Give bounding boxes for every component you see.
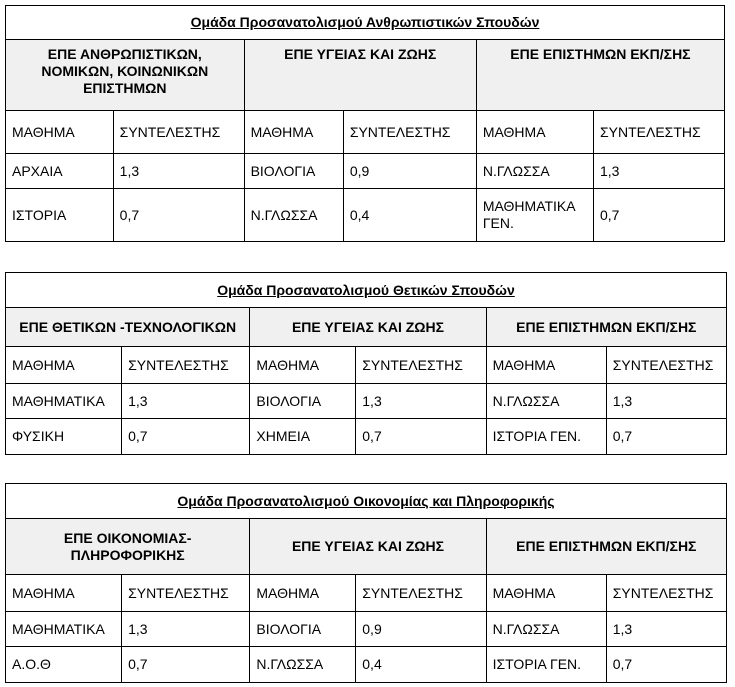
table-cell: 0,9 xyxy=(343,154,476,189)
table-cell: 1,3 xyxy=(122,612,250,647)
table-cell: ΦΥΣΙΚΗ xyxy=(6,419,122,455)
table-cell: 1,3 xyxy=(606,612,726,647)
table-cell: 1,3 xyxy=(606,384,726,419)
column-header: ΜΑΘΗΜΑ xyxy=(486,347,606,384)
column-header: ΣΥΝΤΕΛΕΣΤΗΣ xyxy=(594,111,725,154)
table-cell: ΑΡΧΑΙΑ xyxy=(6,154,114,189)
table-cell: ΜΑΘΗΜΑΤΙΚΑ ΓΕΝ. xyxy=(476,189,593,242)
group-header: ΕΠΕ ΕΠΙΣΤΗΜΩΝ ΕΚΠ/ΣΗΣ xyxy=(476,40,724,111)
table-cell: ΙΣΤΟΡΙΑ xyxy=(6,189,114,242)
table-cell: 1,3 xyxy=(356,384,486,419)
table-cell: Α.Ο.Θ xyxy=(6,647,122,683)
table-title: Ομάδα Προσανατολισμού Οικονομίας και Πληροφορικής xyxy=(6,484,727,519)
table-cell: 0,7 xyxy=(594,189,725,242)
table-cell: ΙΣΤΟΡΙΑ ΓΕΝ. xyxy=(486,419,606,455)
group-header: ΕΠΕ ΕΠΙΣΤΗΜΩΝ ΕΚΠ/ΣΗΣ xyxy=(486,519,726,575)
table-cell: ΜΑΘΗΜΑΤΙΚΑ xyxy=(6,612,122,647)
sciences-table xyxy=(5,272,727,455)
table-cell: 1,3 xyxy=(594,154,725,189)
table-cell: ΙΣΤΟΡΙΑ ΓΕΝ. xyxy=(486,647,606,683)
table-cell: 1,3 xyxy=(122,384,250,419)
table-cell: Ν.ΓΛΩΣΣΑ xyxy=(476,154,593,189)
table-row xyxy=(6,189,725,242)
column-header: ΜΑΘΗΜΑ xyxy=(486,575,606,612)
table-cell: 0,7 xyxy=(122,647,250,683)
column-header: ΣΥΝΤΕΛΕΣΤΗΣ xyxy=(356,347,486,384)
column-header: ΜΑΘΗΜΑ xyxy=(476,111,593,154)
group-header: ΕΠΕ ΥΓΕΙΑΣ ΚΑΙ ΖΩΗΣ xyxy=(244,40,476,111)
column-header: ΜΑΘΗΜΑ xyxy=(6,111,114,154)
table-cell: Ν.ΓΛΩΣΣΑ xyxy=(486,384,606,419)
column-header: ΣΥΝΤΕΛΕΣΤΗΣ xyxy=(606,575,726,612)
table-cell: 0,4 xyxy=(356,647,486,683)
table-cell: 1,3 xyxy=(113,154,244,189)
table-cell: 0,7 xyxy=(606,647,726,683)
table-cell: 0,4 xyxy=(343,189,476,242)
table-cell: Ν.ΓΛΩΣΣΑ xyxy=(244,189,343,242)
table-cell: 0,7 xyxy=(122,419,250,455)
group-header: ΕΠΕ ΥΓΕΙΑΣ ΚΑΙ ΖΩΗΣ xyxy=(250,308,486,347)
table-cell: 0,7 xyxy=(606,419,726,455)
group-header: ΕΠΕ ΥΓΕΙΑΣ ΚΑΙ ΖΩΗΣ xyxy=(250,519,486,575)
table-cell: ΜΑΘΗΜΑΤΙΚΑ xyxy=(6,384,122,419)
column-header: ΜΑΘΗΜΑ xyxy=(250,575,356,612)
table-title: Ομάδα Προσανατολισμού Θετικών Σπουδών xyxy=(6,273,727,308)
table-cell: ΧΗΜΕΙΑ xyxy=(250,419,356,455)
table-row xyxy=(6,419,727,455)
table-cell: ΒΙΟΛΟΓΙΑ xyxy=(244,154,343,189)
table-cell: ΒΙΟΛΟΓΙΑ xyxy=(250,384,356,419)
table-row xyxy=(6,154,725,189)
column-header: ΣΥΝΤΕΛΕΣΤΗΣ xyxy=(343,111,476,154)
column-header: ΣΥΝΤΕΛΕΣΤΗΣ xyxy=(356,575,486,612)
table-cell: 0,7 xyxy=(113,189,244,242)
group-header: ΕΠΕ ΟΙΚΟΝΟΜΙΑΣ-ΠΛΗΡΟΦΟΡΙΚΗΣ xyxy=(6,519,250,575)
economics-table xyxy=(5,483,727,683)
table-title: Ομάδα Προσανατολισμού Ανθρωπιστικών Σπουδών xyxy=(6,6,725,40)
column-header: ΣΥΝΤΕΛΕΣΤΗΣ xyxy=(606,347,726,384)
group-header: ΕΠΕ ΘΕΤΙΚΩΝ -ΤΕΧΝΟΛΟΓΙΚΩΝ xyxy=(6,308,250,347)
table-row xyxy=(6,612,727,647)
table-cell: 0,7 xyxy=(356,419,486,455)
column-header: ΣΥΝΤΕΛΕΣΤΗΣ xyxy=(122,575,250,612)
table-cell: Ν.ΓΛΩΣΣΑ xyxy=(250,647,356,683)
table-cell: Ν.ΓΛΩΣΣΑ xyxy=(486,612,606,647)
column-header: ΜΑΘΗΜΑ xyxy=(244,111,343,154)
group-header: ΕΠΕ ΑΝΘΡΩΠΙΣΤΙΚΩΝ, ΝΟΜΙΚΩΝ, ΚΟΙΝΩΝΙΚΩΝ ΕΠΙΣΤΗΜΩΝ xyxy=(6,40,245,111)
group-header: ΕΠΕ ΕΠΙΣΤΗΜΩΝ ΕΚΠ/ΣΗΣ xyxy=(486,308,726,347)
column-header: ΜΑΘΗΜΑ xyxy=(6,575,122,612)
column-header: ΜΑΘΗΜΑ xyxy=(250,347,356,384)
column-header: ΣΥΝΤΕΛΕΣΤΗΣ xyxy=(122,347,250,384)
column-header: ΜΑΘΗΜΑ xyxy=(6,347,122,384)
table-row xyxy=(6,647,727,683)
table-row xyxy=(6,384,727,419)
table-cell: 0,9 xyxy=(356,612,486,647)
humanities-table xyxy=(5,5,725,242)
table-cell: ΒΙΟΛΟΓΙΑ xyxy=(250,612,356,647)
column-header: ΣΥΝΤΕΛΕΣΤΗΣ xyxy=(113,111,244,154)
